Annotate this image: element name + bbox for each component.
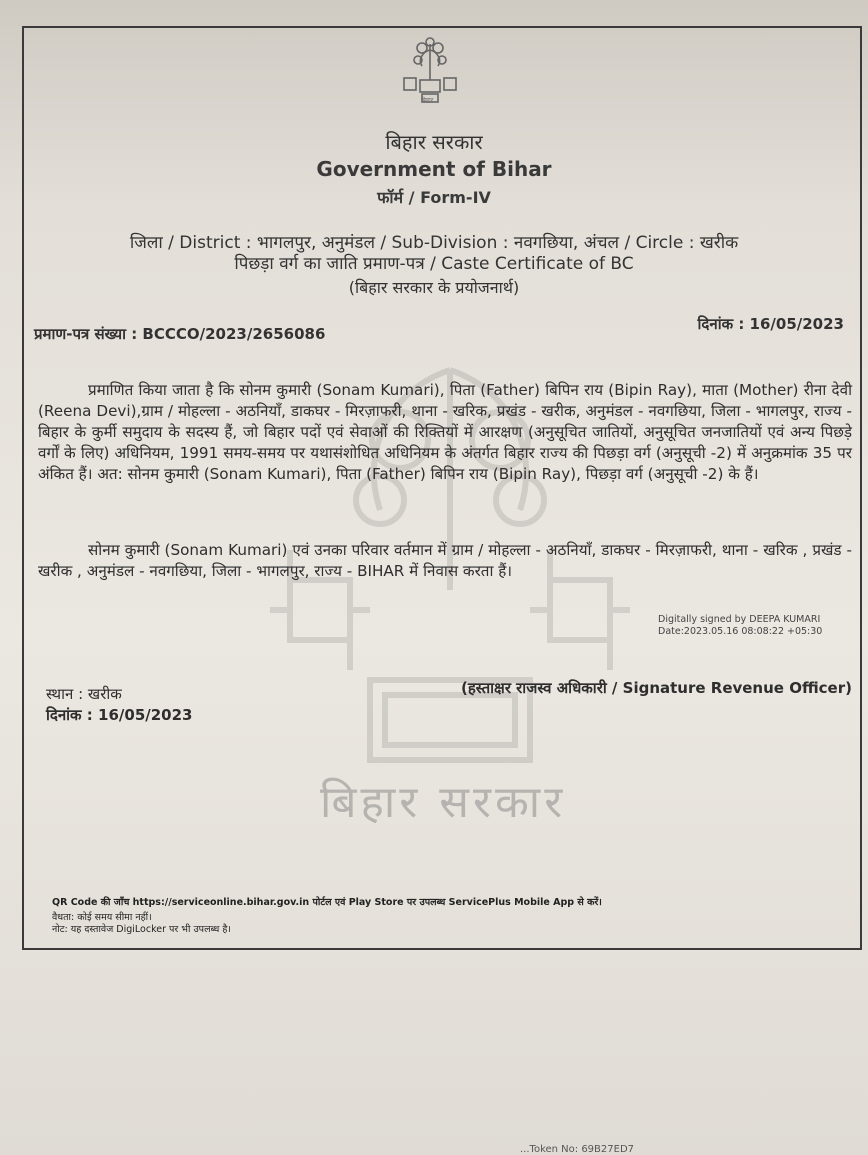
- digital-signature: [658, 614, 822, 638]
- title-hindi: बिहार सरकार: [385, 130, 483, 154]
- watermark-text: बिहार सरकार: [320, 777, 567, 828]
- qr-note: QR Code की जाँच https://serviceonline.bihar.gov.in पोर्टल एवं Play Store पर उपलब्ध ServicePlus Mobile App से करें।: [52, 897, 602, 908]
- certificate-number: प्रमाण-पत्र संख्या : BCCCO/2023/2656086: [34, 325, 326, 343]
- place-label: स्थान : खरीक: [46, 685, 122, 703]
- certificate-paragraph-2: सोनम कुमारी (Sonam Kumari) एवं उनका परिवार वर्तमान में ग्राम / मोहल्ला - अठनियाँ, डाकघर - मिरज़ाफरी, थाना - खरिक , प्रखंड - खरीक , अनुमंडल - नवगछिया, जिला - भागलपुर, राज्य - BIHAR में निवास करता हैं।: [38, 541, 852, 580]
- digital-signature-name: Digitally signed by DEEPA KUMARI: [658, 614, 821, 625]
- certificate-paragraph-1: प्रमाणित किया जाता है कि सोनम कुमारी (Sonam Kumari), पिता (Father) बिपिन राय (Bipin Ray), माता (Mother) रीना देवी (Reena Devi),ग्राम / मोहल्ला - अठनियाँ, डाकघर - मिरज़ाफरी, थाना - खरिक, प्रखंड - खरीक, अनुमंडल - नवगछिया, जिला - भागलपुर, राज्य - बिहार के कुर्मी समुदाय के सदस्य हैं, जो बिहार पदों एवं सेवाओं की रिक्तियों में आरक्षण (अनुसूचित जातियों, अनुसूचित जनजातियों एवं अन्य पिछड़े वर्गों के लिए) अधिनियम, 1991 समय-समय पर यथासंशोधित अधिनियम के अंतर्गत बिहार राज्य की पिछड़ा वर्ग (अनुसूची -2) में अनुक्रमांक 35 पर अंकित हैं। अत: सोनम कुमारी (Sonam Kumari), पिता (Father) बिपिन राय (Bipin Ray), पिछड़ा वर्ग (अनुसूची -2) के हैं।: [38, 381, 852, 483]
- token-number: ...Token No: 69B27ED7: [520, 1144, 635, 1155]
- form-label: फॉर्म / Form-IV: [377, 188, 491, 207]
- district-line: जिला / District : भागलपुर, अनुमंडल / Sub-Division : नवगछिया, अंचल / Circle : खरीक: [129, 233, 739, 253]
- validity-note: वैधता: कोई समय सीमा नहीं।: [52, 912, 152, 923]
- digital-signature-date: Date:2023.05.16 08:08:22 +05:30: [658, 626, 823, 637]
- certificate-date: दिनांक : 16/05/2023: [697, 315, 844, 333]
- digilocker-note: नोट: यह दस्तावेज DigiLocker पर भी उपलब्ध है।: [52, 924, 231, 935]
- signature-date: दिनांक : 16/05/2023: [46, 706, 193, 724]
- certificate-title: पिछड़ा वर्ग का जाति प्रमाण-पत्र / Caste Certificate of BC: [234, 254, 634, 274]
- title-english: Government of Bihar: [316, 157, 552, 181]
- signature-officer: (हस्ताक्षर राजस्व अधिकारी / Signature Revenue Officer): [460, 679, 852, 697]
- purpose-line: (बिहार सरकार के प्रयोजनार्थ): [348, 278, 520, 297]
- emblem-label: बिहार: [421, 97, 434, 104]
